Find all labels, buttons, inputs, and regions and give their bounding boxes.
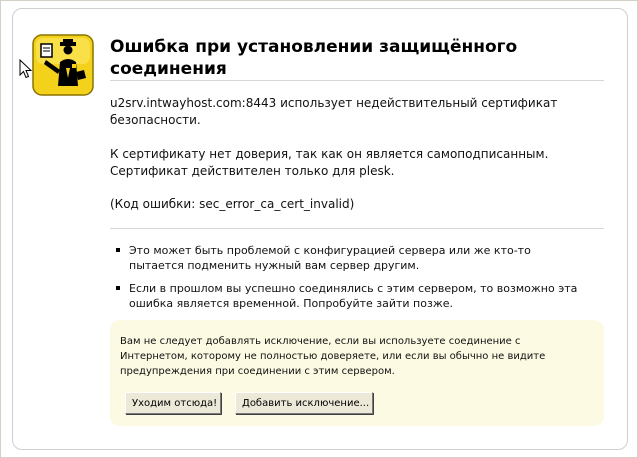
certificate-invalid-text: u2srv.intwayhost.com:8443 использует недействительный сертификат безопасности. — [110, 96, 558, 127]
self-signed-text: К сертификату нет доверия, так как он является самоподписанным. Сертификат действителен только для plesk. — [110, 147, 549, 178]
list-item-text: Если в прошлом вы успешно соединялись с этим сервером, то возможно эта ошибка является временной. Попробуйте зайти позже. — [129, 282, 578, 310]
mouse-pointer-icon — [19, 59, 33, 79]
security-officer-icon — [32, 34, 94, 96]
get-me-out-button[interactable]: Уходим отсюда! — [125, 392, 221, 414]
section-divider — [110, 228, 604, 229]
bullet-icon — [116, 248, 120, 252]
list-item — [112, 281, 582, 311]
advanced-section — [110, 320, 604, 426]
error-code-text: (Код ошибки: sec_error_ca_cert_invalid) — [110, 197, 355, 211]
bullet-icon — [116, 286, 120, 290]
exception-warning-text: Вам не следует добавлять исключение, если вы используете соединение с Интернетом, которому не полностью доверяете, или если вы обычно не видите предупреждения при соединении с этим сервером. — [120, 336, 546, 377]
title-divider — [110, 80, 604, 81]
hint-list — [112, 243, 582, 319]
add-exception-button[interactable]: Добавить исключение... — [235, 392, 373, 414]
list-item-text: Это может быть проблемой с конфигурацией сервера или же кто-то пытается подменить нужный вам сервер другим. — [129, 244, 531, 272]
list-item — [112, 243, 582, 273]
error-title: Ошибка при установлении защищённого соединения — [110, 37, 518, 79]
